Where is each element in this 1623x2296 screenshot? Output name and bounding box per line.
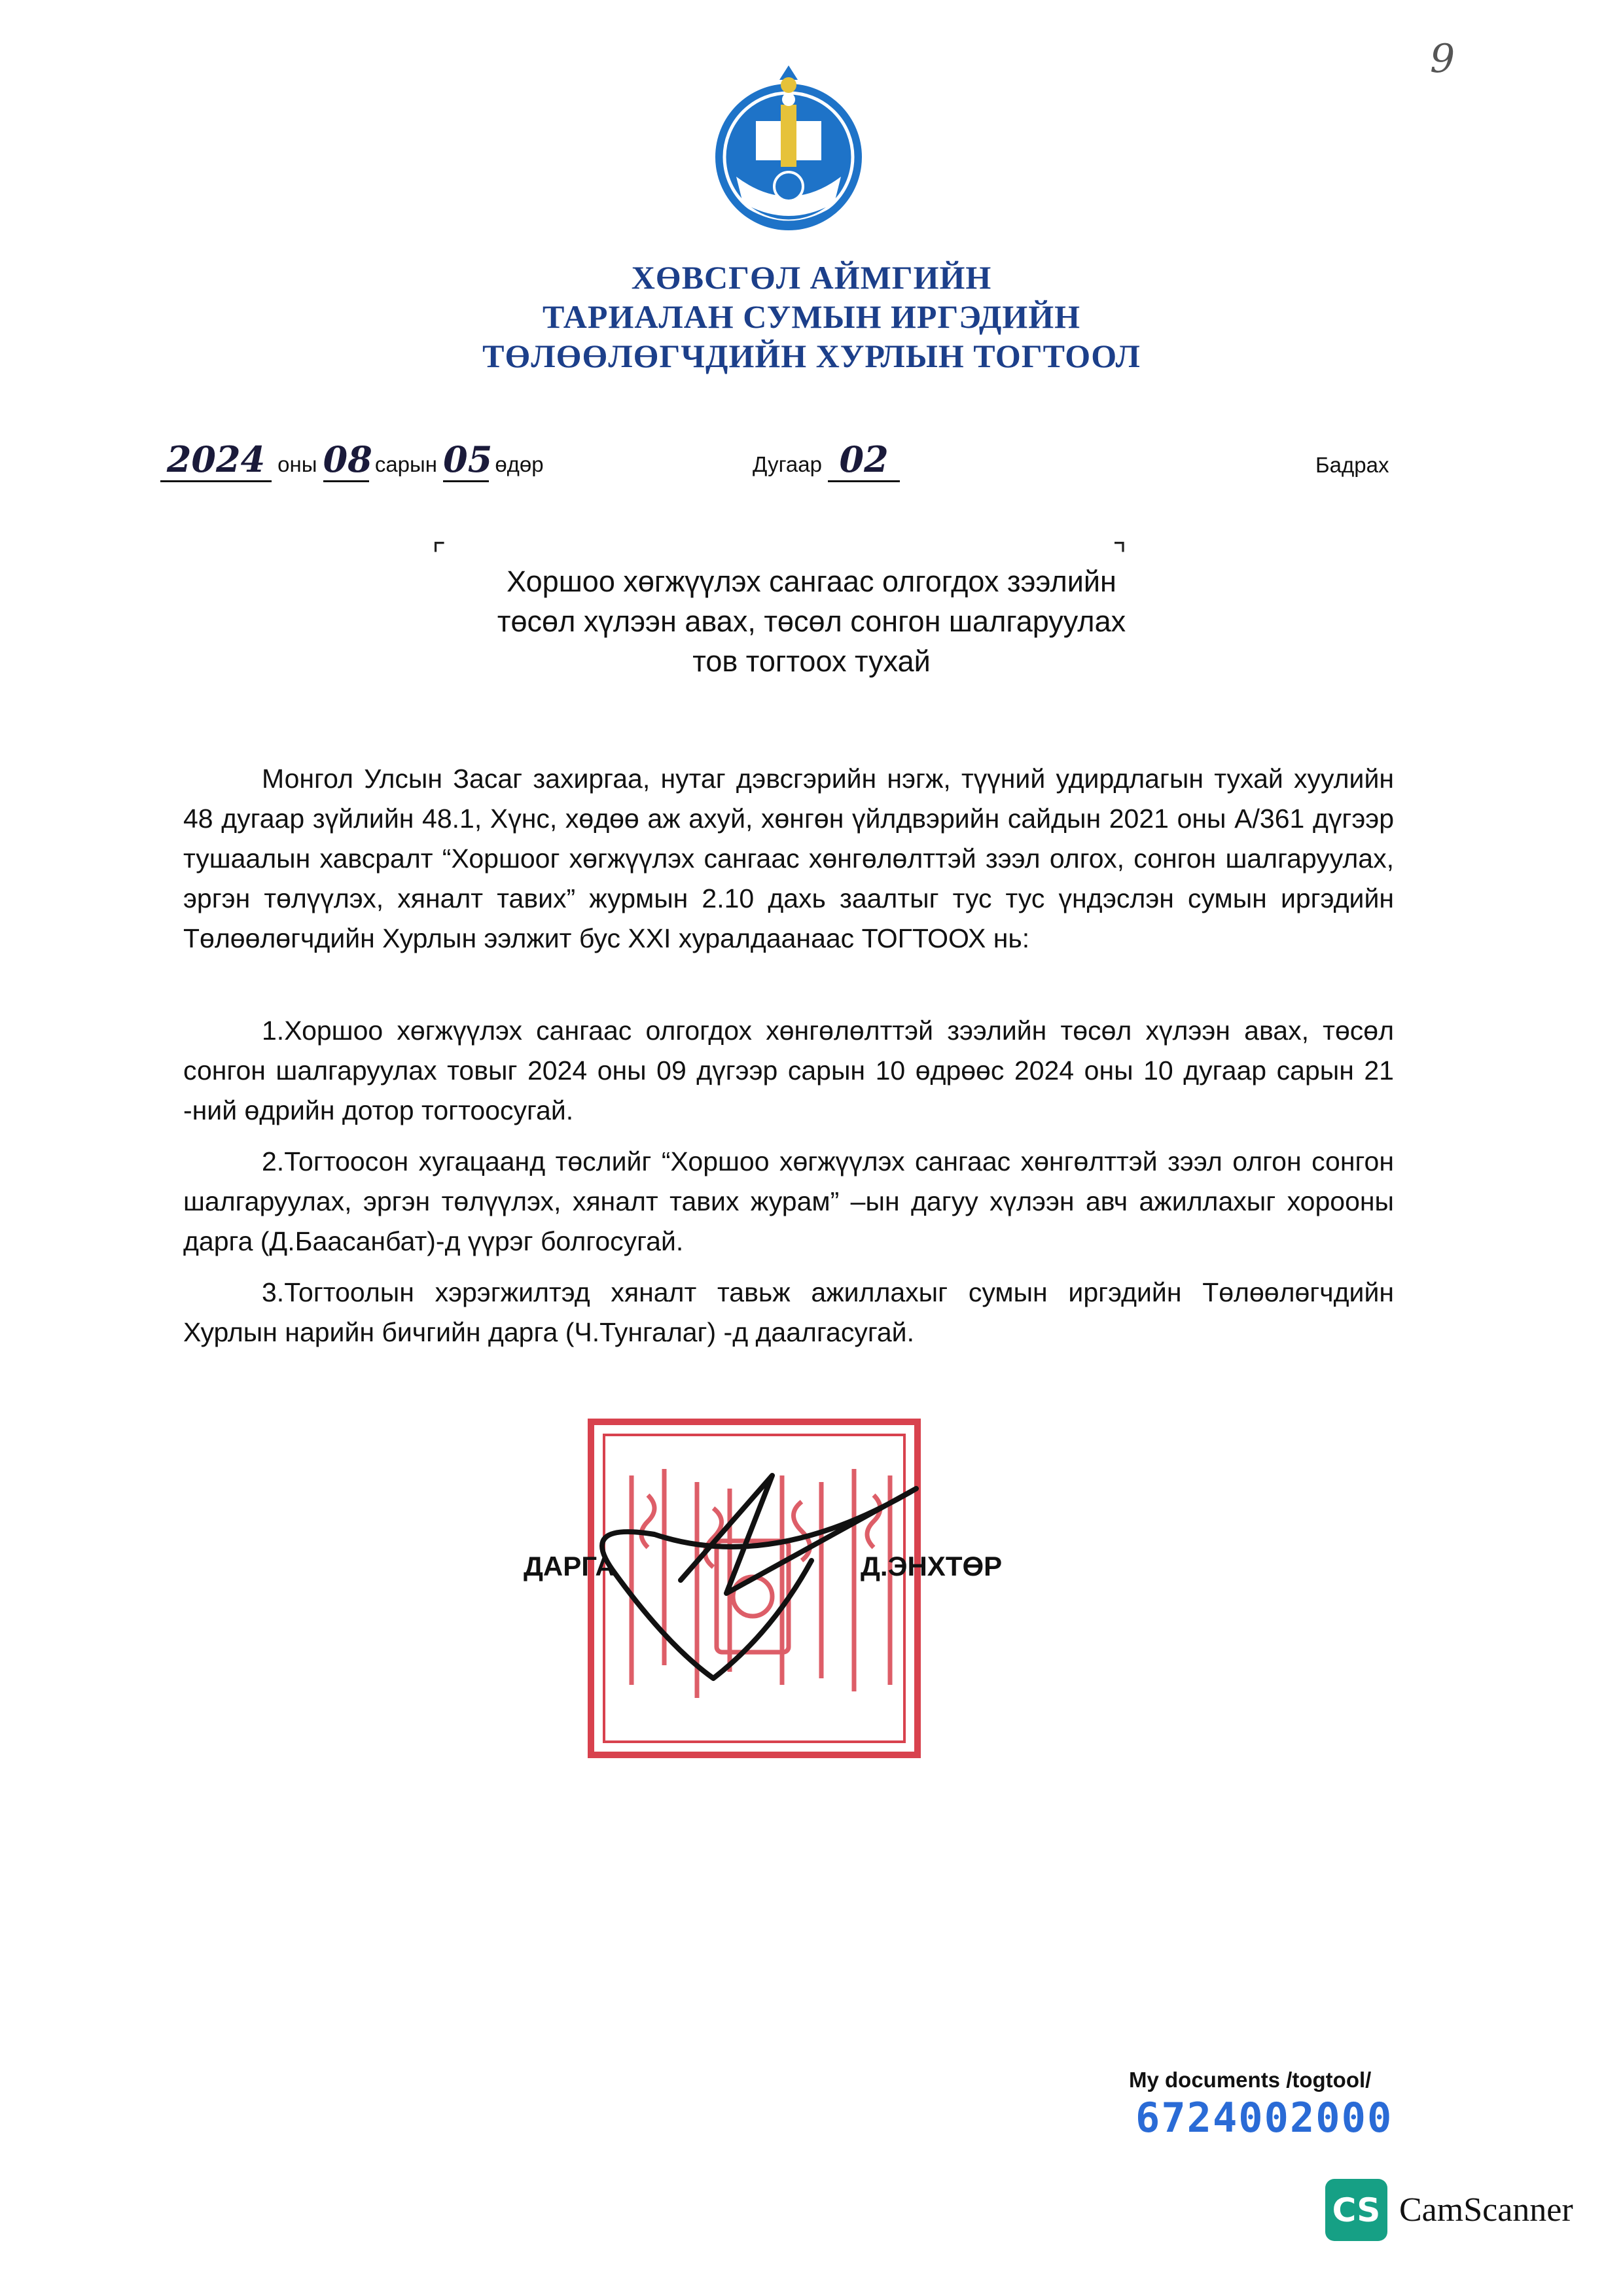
title-line-3: тов тогтоох тухай [692, 645, 931, 678]
item-1 [183, 1011, 1394, 1131]
camscanner-logo-icon: CS [1325, 2179, 1387, 2241]
year-suffix: оны [277, 452, 317, 476]
header-line-2: ТАРИАЛАН СУМЫН ИРГЭДИЙН [542, 298, 1081, 335]
item-2-text: 2.Тогтоосон хугацаанд төслийг “Хоршоо хөгжүүлэх сангаас хөнгөлттэй зээл олгон сонгон шалгаруулах, эргэн төлүүлэх, хяналт тавих журам” –ын дагуу хүлээн авч ажиллахыг хорооны дарга (Д.Баасанбат)-д үүрэг болгосугай. [183, 1146, 1394, 1256]
title-line-1: Хоршоо хөгжүүлэх сангаас олгогдох зээлийн [507, 565, 1116, 598]
number-line [753, 438, 900, 482]
preamble-text: Монгол Улсын Засаг захиргаа, нутаг дэвсгэрийн нэгж, түүний удирдлагын тухай хуулийн 48 дугаар зүйлийн 48.1, Хүнс, хөдөө аж ахуй, хөнгөн үйлдвэрийн сайдын 2021 оны А/361 дүгээр тушаалын хавсралт “Хоршоог хөгжүүлэх сангаас хөнгөлөлттэй зээл олгох, сонгон шалгаруулах, эргэн төлүүлэх, хяналт тавих” журмын 2.10 дахь заалтыг тус тус үндэслэн сумын иргэдийн Төлөөлөгчдийн Хурлын ээлжит бус XXI хуралдаанаас ТОГТООХ нь: [183, 764, 1394, 953]
state-emblem-icon [710, 59, 867, 239]
place: Бадрах [1315, 453, 1389, 477]
title-bracket-right: ⌝ [1113, 537, 1127, 571]
camscanner-watermark [1325, 2179, 1573, 2241]
header-line-1: ХӨВСГӨЛ АЙМГИЙН [631, 259, 992, 296]
day-suffix: өдөр [495, 452, 544, 476]
header-line-3: ТӨЛӨӨЛӨГЧДИЙН ХУРЛЫН ТОГТООЛ [482, 338, 1141, 374]
date-line [160, 438, 544, 482]
item-1-text: 1.Хоршоо хөгжүүлэх сангаас олгогдох хөнгөлөлттэй зээлийн төсөл хүлээн авах, төсөл сонгон шалгаруулах товыг 2024 оны 09 дүгээр сарын 10 өдрөөс 2024 оны 10 дугаар сарын 21 -ний өдрийн дотор тогтоосугай. [183, 1016, 1394, 1125]
preamble [183, 759, 1394, 959]
number-value: 02 [828, 438, 900, 482]
month-suffix: сарын [374, 452, 437, 476]
year-value: 2024 [160, 438, 272, 482]
handwritten-signature [576, 1462, 942, 1698]
title-bracket-left: ⌜ [432, 537, 446, 571]
registration-number: 6724002000 [1135, 2094, 1393, 2142]
item-3-text: 3.Тогтоолын хэрэгжилтэд хяналт тавьж ажиллахыг сумын иргэдийн Төлөөлөгчдийн Хурлын нарийн бичгийн дарга (Ч.Тунгалаг) -д даалгасугай. [183, 1277, 1394, 1347]
title-line-2: төсөл хүлээн авах, төсөл сонгон шалгаруулах [497, 605, 1126, 638]
item-2 [183, 1142, 1394, 1262]
signatory-name: Д.ЭНХТӨР [861, 1551, 1003, 1581]
camscanner-label: CamScanner [1399, 2191, 1573, 2229]
month-value: 08 [323, 438, 369, 482]
item-3 [183, 1273, 1394, 1352]
number-label: Дугаар [753, 452, 822, 476]
day-value: 05 [443, 438, 489, 482]
page-number: 9 [1430, 36, 1455, 82]
document-path: My documents /togtool/ [1129, 2068, 1372, 2092]
signatory-role: ДАРГА [524, 1551, 615, 1581]
